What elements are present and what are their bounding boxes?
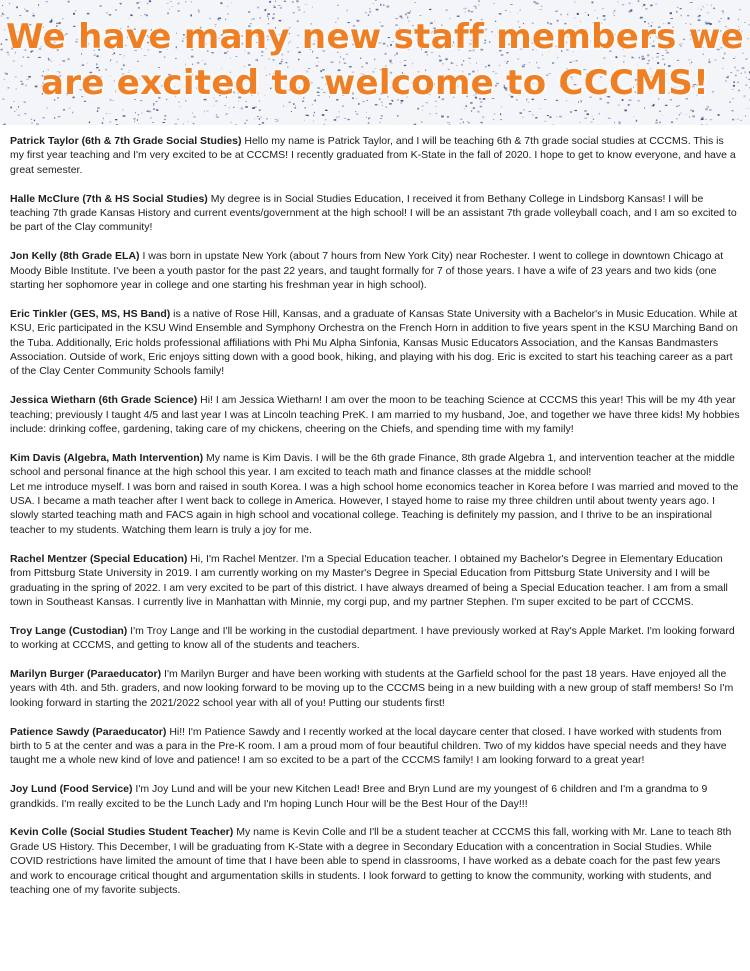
- staff-bio: Hello my name is Patrick Taylor, and I will be teaching 6th & 7th grade social studies at CCCMS. This is my first year teaching and I'm very excited to be at CCCMS! I recently graduated from K-State in the fall of 2020. I hope to get to know everyone, and have a great semester.: [10, 135, 736, 176]
- staff-list: [0, 125, 750, 897]
- staff-entry-patrick-taylor: [10, 134, 740, 177]
- staff-entry-kim-davis: [10, 451, 740, 537]
- staff-bio: My degree is in Social Studies Education, I received it from Bethany College in Lindsborg Kansas! I will be teaching 7th grade Kansas History and current events/government at the high school! I will be an assistant 7th grade volleyball coach, and I am so excited to be part of the Clay community!: [10, 192, 737, 234]
- staff-bio: I'm Joy Lund and will be your new Kitchen Lead! Bree and Bryn Lund are my youngest of 6 children and I'm a grandma to 9 grandkids. I'm really excited to be the Lunch Lady and I'm hoping Lunch Hour will be the Best Hour of the Day!!!: [10, 783, 708, 810]
- staff-entry-patience-sawdy: [10, 725, 740, 768]
- staff-bio: I'm Troy Lange and I'll be working in the custodial department. I have previously worked at Ray's Apple Market. I'm looking forward to working at CCCMS, and getting to know all of the students and teachers.: [10, 624, 735, 652]
- staff-entry-kevin-colle: [10, 825, 740, 897]
- staff-bio: My name is Kim Davis. I will be the 6th grade Finance, 8th grade Algebra 1, and intervention teacher at the middle school and personal finance at the high school this year. I am excited to teach math and finance classes at the middle school!: [10, 451, 735, 479]
- staff-bio: I'm Marilyn Burger and have been working with students at the Garfield school for the past 18 years. Have enjoyed all the years with 4th. and 5th. graders, and now looking forward to be moving up to the CCCMS being in a new building with a new group of staff members! So I'm looking forward in starting the 2021/2022 school year with all of you! Putting our students first!: [10, 667, 734, 709]
- staff-entry-halle-mcclure: [10, 192, 740, 235]
- page-title: [0, 0, 750, 106]
- staff-bio: Hi!! I'm Patience Sawdy and I recently worked at the local daycare center that closed. I have worked with students from birth to 5 at the center and was a para in the Pre-K room. I am a proud mom of four beautiful children. Two of my kiddos have special needs and they have taught me a whole new kind of love and patience! I am so excited to be a part of the CCCMS family! I am looking forward to a great year!: [10, 725, 727, 767]
- staff-name: Troy Lange (Custodian): [10, 624, 128, 637]
- staff-entry-jon-kelly: [10, 249, 740, 292]
- staff-bio: I was born in upstate New York (about 7 hours from New York City) near Rochester. I went to college in downtown Chicago at Moody Bible Institute. I've been a youth pastor for the past 22 years, and taught formally for 7 of those years. I have a wife of 23 years and two kids (one starting her sophomore year in college and one starting his freshman year in high school).: [10, 250, 724, 292]
- staff-name: Eric Tinkler (GES, MS, HS Band): [10, 307, 171, 320]
- staff-name: Kim Davis (Algebra, Math Intervention): [10, 451, 204, 464]
- staff-entry-rachel-mentzer: [10, 552, 740, 610]
- staff-entry-joy-lund: [10, 782, 740, 811]
- staff-name: Patrick Taylor (6th & 7th Grade Social Studies): [10, 135, 242, 147]
- staff-name: Halle McClure (7th & HS Social Studies): [10, 192, 208, 205]
- staff-entry-eric-tinkler: [10, 307, 740, 379]
- staff-entry-marilyn-burger: [10, 667, 740, 710]
- staff-name: Patience Sawdy (Paraeducator): [10, 725, 167, 738]
- staff-name: Rachel Mentzer (Special Education): [10, 552, 188, 565]
- staff-bio: Hi, I'm Rachel Mentzer. I'm a Special Education teacher. I obtained my Bachelor's Degree in Elementary Education from Pittsburg State University in 2019. I am currently working on my Master's Degree in Special Education from Pittsburg State University and I will be graduating in the spring of 2022. I am very excited to be part of this district. I have always dreamed of being a Special Education teacher. I am from a small town in Southeast Kansas. I currently live in Manhattan with Minnie, my corgi pup, and my partner Stephen. I'm super excited to be part of CCCMS.: [10, 552, 728, 608]
- staff-name: Kevin Colle (Social Studies Student Teacher): [10, 826, 234, 839]
- staff-name: Jon Kelly (8th Grade ELA): [10, 250, 140, 263]
- staff-bio-continued: Let me introduce myself. I was born and raised in south Korea. I was a high school home economics teacher in Korea before I was married and moved to the USA. I became a math teacher after I went back to college in America. However, I stayed home to raise my three children until about twenty years ago. I slowly started teaching math and FACS again in high school and vocational college. Teaching is definitely my passion, and I thrive to be an inspirational teacher to my students. Watching them learn is truly a joy for me.: [10, 480, 739, 536]
- header-banner: [0, 0, 750, 125]
- staff-name: Joy Lund (Food Service): [10, 783, 133, 796]
- staff-bio: is a native of Rose Hill, Kansas, and a graduate of Kansas State University with a Bachelor's in Music Education. While at KSU, Eric participated in the KSU Wind Ensemble and Symphony Orchestra on the French Horn in addition to five years spent in the KSU Marching Band on the Tuba. Additionally, Eric holds professional affiliations with Phi Mu Alpha Sinfonia, Kansas Music Educators Association, and the Kansas Bandmasters Association. Outside of work, Eric enjoys sitting down with a good book, hiking, and playing with his dog. Eric is excited to start his teaching career as a part of the Clay Center Community Schools family!: [10, 307, 738, 378]
- staff-entry-jessica-wietharn: [10, 393, 740, 436]
- title-line-2: are excited to welcome to CCCMS!: [40, 63, 710, 103]
- staff-name: Jessica Wietharn (6th Grade Science): [10, 394, 198, 407]
- staff-bio: My name is Kevin Colle and I'll be a student teacher at CCCMS this fall, working with Mr. Lane to teach 8th Grade US History. This December, I will be graduating from K-State with a degree in Secondary Education with a concentration in Social Studies. While COVID restrictions have limited the amount of time that I have been able to spend in classrooms, I have worked as a debate coach for the past few years and work to encourage critical thought and argumentation skills in students. I look forward to getting to know the community, working with students, and teaching one of my favorite subjects.: [10, 826, 732, 896]
- staff-name: Marilyn Burger (Paraeducator): [10, 667, 162, 680]
- staff-entry-troy-lange: [10, 624, 740, 653]
- staff-bio: Hi! I am Jessica Wietharn! I am over the moon to be teaching Science at CCCMS this year! This will be my 4th year teaching; previously I taught 4/5 and last year I was at Lincoln teaching PreK. I am married to my husband, Joe, and together we have three kids! My hobbies include: drinking coffee, gardening, taking care of my chickens, cheering on the Chiefs, and spending time with my family!: [10, 394, 740, 436]
- title-line-1: We have many new staff members we: [6, 17, 744, 57]
